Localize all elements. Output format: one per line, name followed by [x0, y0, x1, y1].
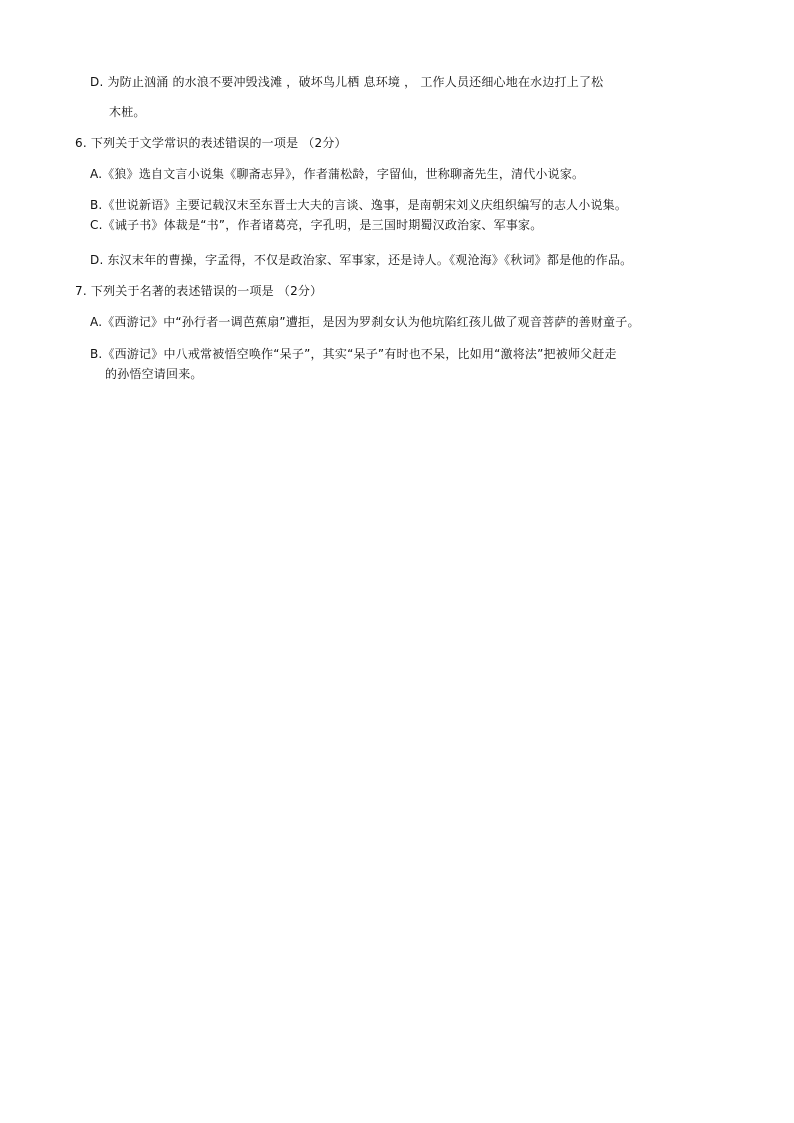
q5-option-d-line2: 木桩。 — [109, 105, 146, 119]
q7-option-b-line1: B.《西游记》中八戒常被悟空唤作“呆子”，其实“呆子”有时也不呆，比如用“激将法”把被师父赶走 — [90, 347, 617, 361]
q6-stem: 6. 下列关于文学常识的表述错误的一项是 （2分） — [75, 136, 347, 150]
q7-option-a: A.《西游记》中“孙行者一调芭蕉扇”遭拒，是因为罗刹女认为他坑陷红孩儿做了观音菩萨的善财童子。 — [90, 315, 640, 329]
q5-option-d-line1: D. 为防止汹涌 的水浪不要冲毁浅滩 ，破坏鸟儿栖 息环境 ， 工作人员还细心地在水边打上了松 — [90, 75, 604, 89]
q7-option-b-line2: 的孙悟空请回来。 — [105, 367, 203, 381]
q6-option-a: A.《狼》选自文言小说集《聊斋志异》，作者蒲松龄，字留仙，世称聊斋先生，清代小说家。 — [90, 167, 585, 181]
q6-option-c: C.《诫子书》体裁是“书”，作者诸葛亮，字孔明，是三国时期蜀汉政治家、军事家。 — [90, 218, 543, 232]
q6-option-d: D. 东汉末年的曹操，字孟得，不仅是政治家、军事家，还是诗人。《观沧海》《秋词》都是他的作品。 — [90, 253, 633, 267]
q7-stem: 7. 下列关于名著的表述错误的一项是 （2分） — [75, 284, 323, 298]
q6-option-b: B.《世说新语》主要记载汉末至东晋士大夫的言谈、逸事，是南朝宋刘义庆组织编写的志人小说集。 — [90, 198, 628, 212]
